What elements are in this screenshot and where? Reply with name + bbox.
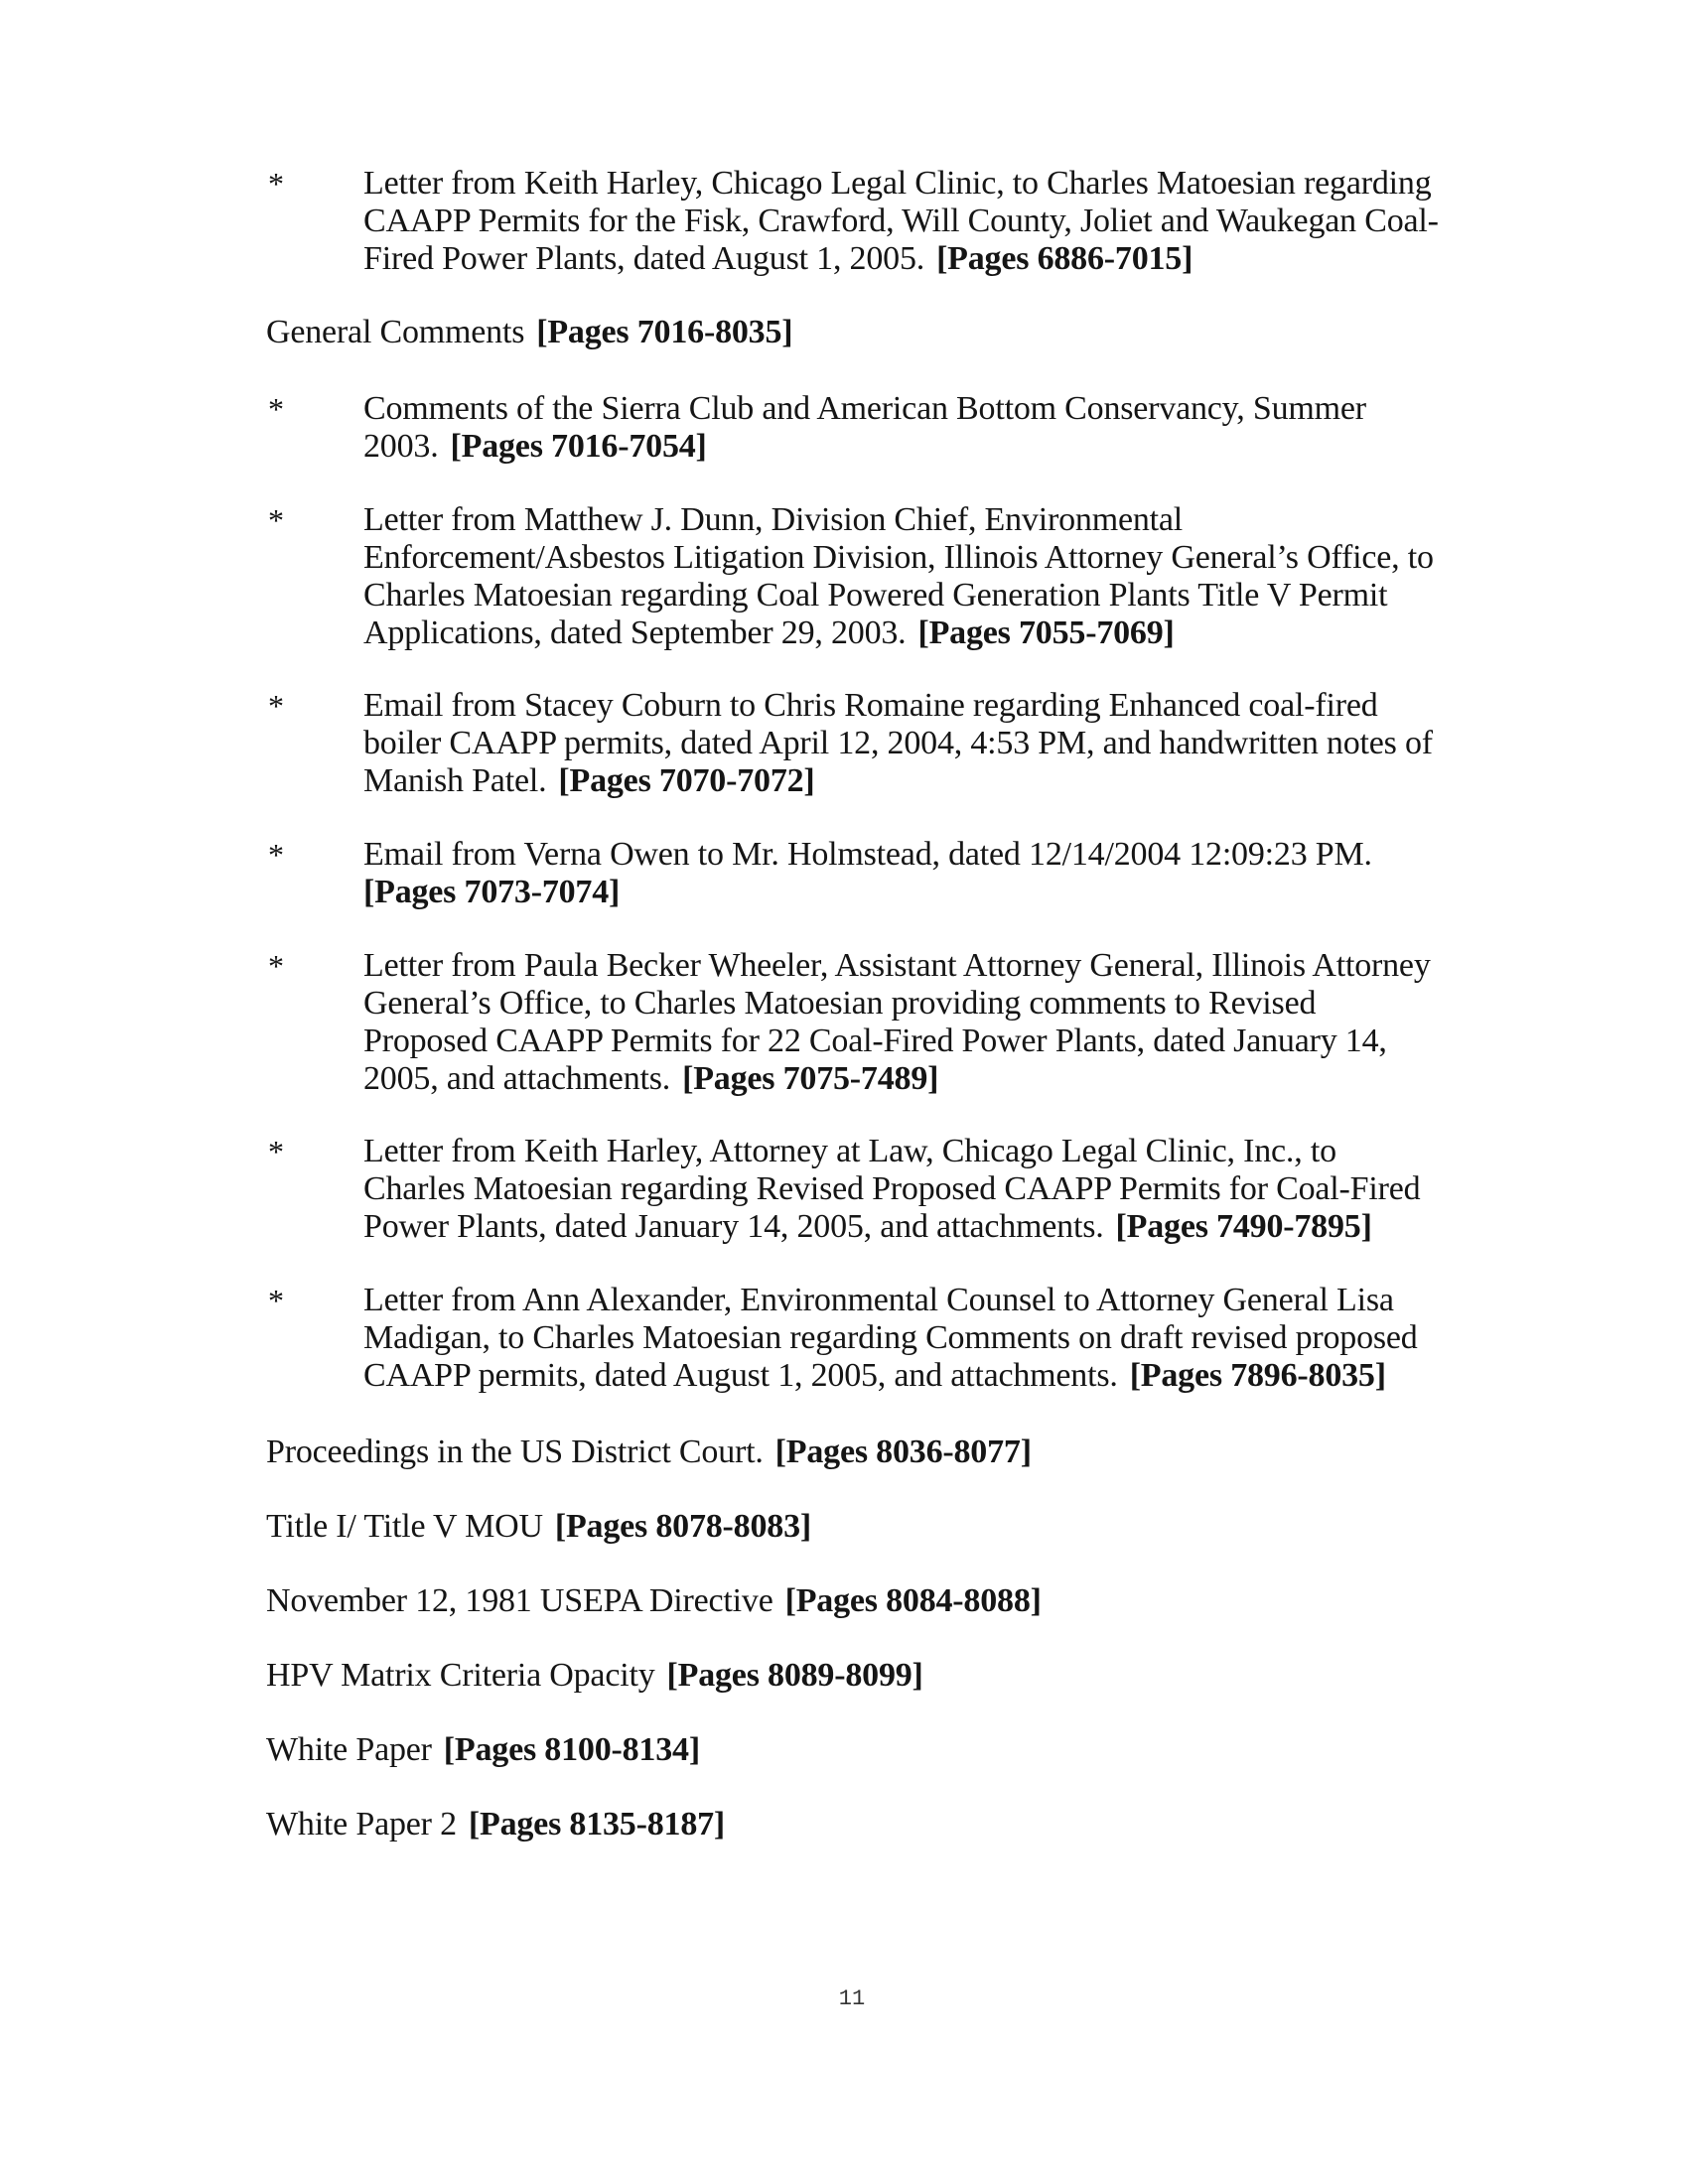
list-item <box>268 165 1446 278</box>
page-range: [Pages 8084-8088] <box>784 1582 1042 1619</box>
bullet: * <box>268 948 284 984</box>
page-range: [Pages 7896-8035] <box>1129 1357 1386 1394</box>
bullet: * <box>268 166 284 202</box>
list-item <box>268 1282 1446 1395</box>
page-range: [Pages 8135-8187] <box>468 1806 726 1843</box>
section-heading <box>266 1582 1042 1620</box>
page-range: [Pages 7016-7054] <box>450 428 707 465</box>
page-range: [Pages 7016-8035] <box>536 314 793 350</box>
bullet: * <box>268 1134 284 1169</box>
list-item <box>268 947 1446 1098</box>
page-range: [Pages 7075-7489] <box>682 1060 939 1097</box>
section-heading <box>266 1508 811 1546</box>
entry-text: Letter from Keith Harley, Attorney at Law, Chicago Legal Clinic, Inc., to Charles Matoesian regarding Revised Proposed CAAPP Permits for Coal-Fired Power Plants, dated January 14, 2005, and attachments. <box>363 1133 1421 1245</box>
entry-text: Email from Verna Owen to Mr. Holmstead, dated 12/14/2004 12:09:23 PM. <box>363 836 1372 873</box>
list-item <box>268 687 1446 800</box>
page-range: [Pages 7490-7895] <box>1115 1208 1372 1245</box>
page-number: 11 <box>838 1986 866 2011</box>
section-title: Title I/ Title V MOU <box>266 1508 543 1545</box>
bullet: * <box>268 502 284 538</box>
entry-text: Comments of the Sierra Club and American Bottom Conservancy, Summer 2003. <box>363 390 1366 465</box>
section-heading <box>266 1433 1032 1471</box>
list-item <box>268 1133 1446 1246</box>
section-heading <box>266 1731 700 1769</box>
page-range: [Pages 8089-8099] <box>666 1657 923 1694</box>
section-heading-general-comments <box>266 314 792 351</box>
section-title: HPV Matrix Criteria Opacity <box>266 1657 655 1694</box>
section-title: General Comments <box>266 314 525 350</box>
entry-text: Letter from Paula Becker Wheeler, Assistant Attorney General, Illinois Attorney General’s Office, to Charles Matoesian providing comments to Revised Proposed CAAPP Permits for 22 Coal-Fired Power Plants, dated January 14, 2005, and attachments. <box>363 947 1431 1097</box>
section-heading <box>266 1806 725 1843</box>
list-item <box>268 390 1446 466</box>
page-range: [Pages 7070-7072] <box>558 762 815 799</box>
page-range: [Pages 7073-7074] <box>363 874 621 910</box>
entry-text: Letter from Ann Alexander, Environmental Counsel to Attorney General Lisa Madigan, to Charles Matoesian regarding Comments on draft revised proposed CAAPP permits, dated August 1, 2005, and attachments. <box>363 1282 1418 1394</box>
section-heading <box>266 1657 923 1695</box>
list-item <box>268 836 1446 911</box>
section-title: Proceedings in the US District Court. <box>266 1433 764 1470</box>
page-range: [Pages 7055-7069] <box>917 614 1175 651</box>
page-range: [Pages 8078-8083] <box>554 1508 811 1545</box>
entry-text: Letter from Keith Harley, Chicago Legal Clinic, to Charles Matoesian regarding CAAPP Permits for the Fisk, Crawford, Will County, Joliet and Waukegan Coal-Fired Power Plants, dated August 1, 2005. <box>363 165 1439 277</box>
list-item <box>268 501 1446 652</box>
section-title: White Paper <box>266 1731 432 1768</box>
section-title: November 12, 1981 USEPA Directive <box>266 1582 773 1619</box>
bullet: * <box>268 688 284 724</box>
entry-text: Email from Stacey Coburn to Chris Romaine regarding Enhanced coal-fired boiler CAAPP permits, dated April 12, 2004, 4:53 PM, and handwritten notes of Manish Patel. <box>363 687 1433 799</box>
bullet: * <box>268 1283 284 1318</box>
section-title: White Paper 2 <box>266 1806 457 1843</box>
bullet: * <box>268 391 284 427</box>
entry-text: Letter from Matthew J. Dunn, Division Chief, Environmental Enforcement/Asbestos Litigation Division, Illinois Attorney General’s Office, to Charles Matoesian regarding Coal Powered Generation Plants Title V Permit Applications, dated September 29, 2003. <box>363 501 1434 651</box>
page-range: [Pages 6886-7015] <box>936 240 1193 277</box>
page-range: [Pages 8100-8134] <box>443 1731 700 1768</box>
page-range: [Pages 8036-8077] <box>774 1433 1032 1470</box>
bullet: * <box>268 837 284 873</box>
